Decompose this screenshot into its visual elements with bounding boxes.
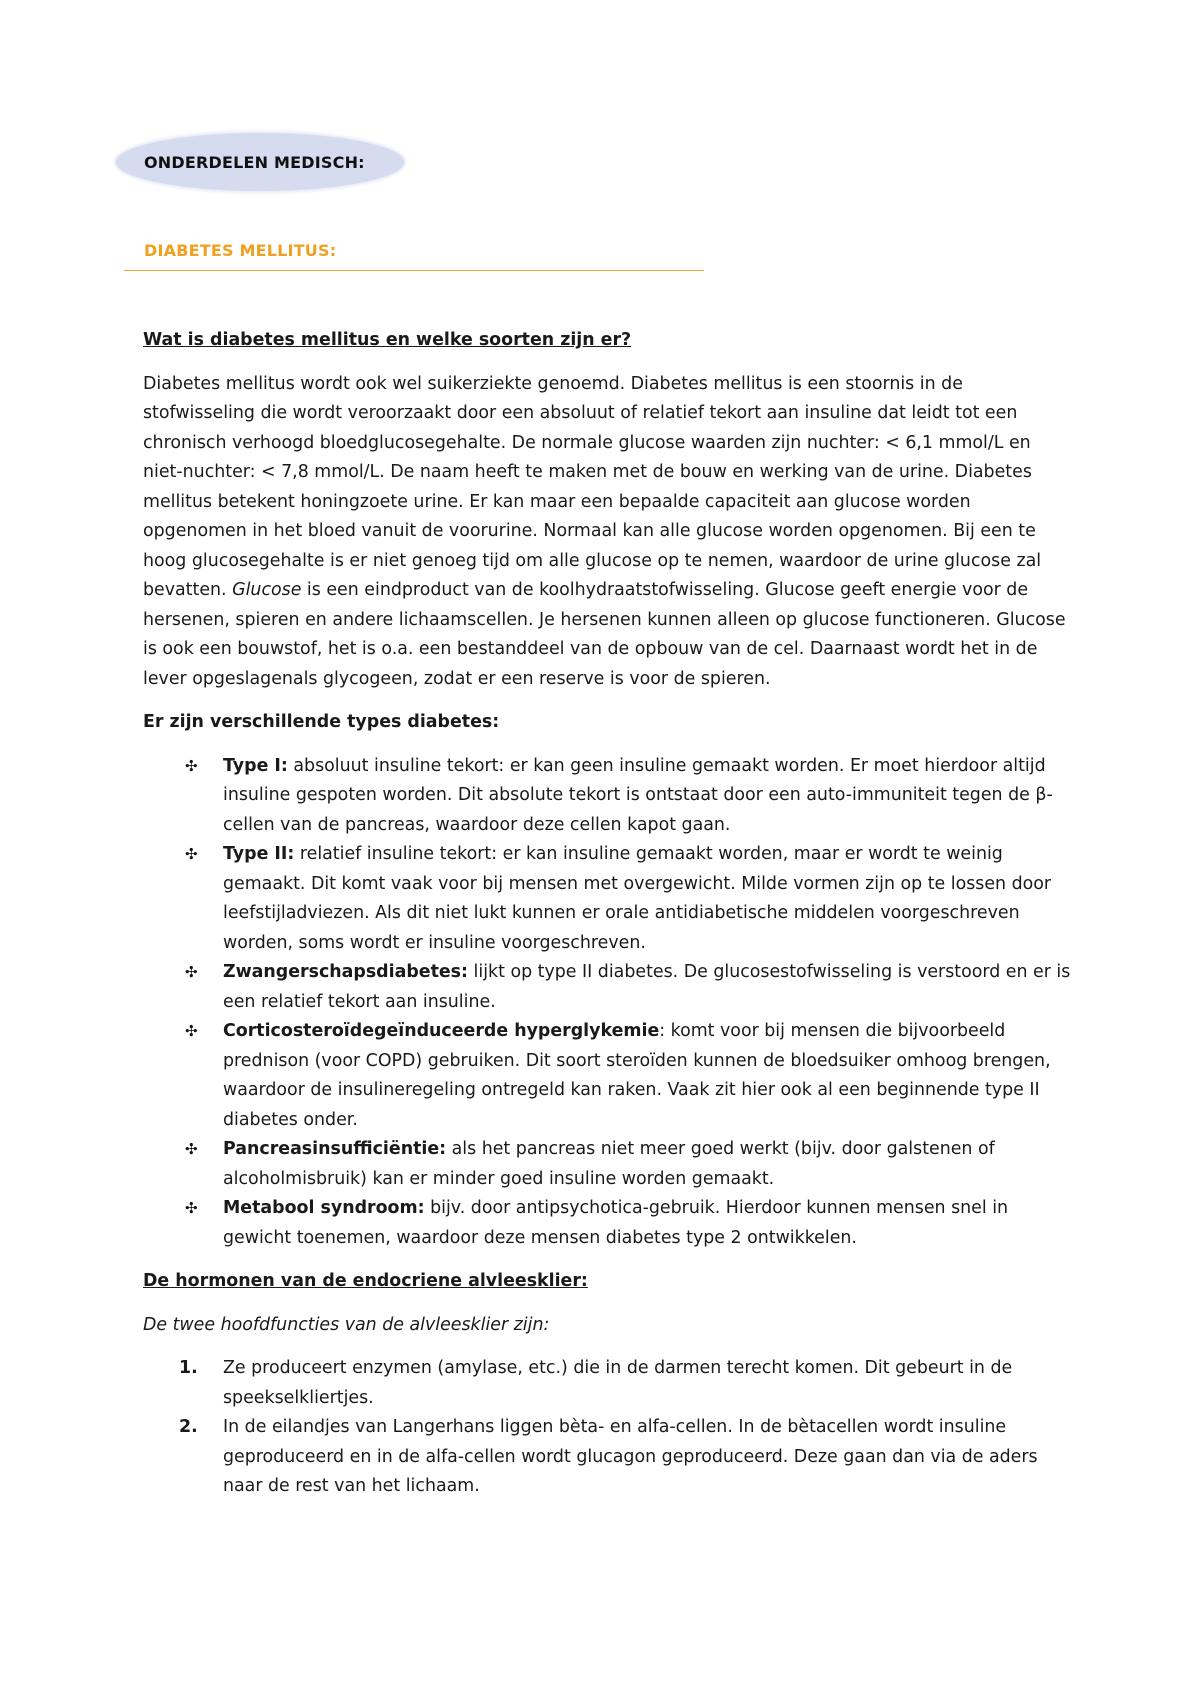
intro-text-part1: Diabetes mellitus wordt ook wel suikerziekte genoemd. Diabetes mellitus is een stoornis in de stofwisseling die wordt veroorzaakt door een absoluut of relatief tekort aan insuline dat leidt tot een chronisch verhoogd bloedglucosegehalte. De normale glucose waarden zijn nuchter: < 6,1 mmol/L en niet-nuchter: < 7,8 mmol/L. De naam heeft te maken met de bouw en werking van de urine. Diabetes mellitus betekent honingzoete urine. Er kan maar een bepaalde capaciteit aan glucose worden opgenomen in het bloed vanuit de voorurine. Normaal kan alle glucose worden opgenomen. Bij een te hoog glucosegehalte is er niet genoeg tijd om alle glucose op te nemen, waardoor de urine glucose zal bevatten. — [143, 373, 1042, 600]
list-item-text: bijv. door antipsychotica-gebruik. Hierdoor kunnen mensen snel in gewicht toenemen, waardoor deze mensen diabetes type 2 ontwikkelen. — [223, 1198, 1009, 1248]
hormones-heading: De hormonen van de endocriene alvleesklier: — [143, 1271, 588, 1291]
list-item-text: In de eilandjes van Langerhans liggen bèta- en alfa-cellen. In de bètacellen wordt insuline geproduceerd en in de alfa-cellen wordt glucagon geproduceerd. Deze gaan dan via de aders naar de rest van het lichaam. — [223, 1417, 1038, 1496]
list-item-term: Corticosteroïdegeïnduceerde hyperglykemie — [223, 1021, 660, 1041]
document-body — [143, 326, 1073, 1502]
list-item-text: Ze produceert enzymen (amylase, etc.) die in de darmen terecht komen. Dit gebeurt in de speekselkliertjes. — [223, 1358, 1013, 1408]
intro-paragraph — [143, 370, 1073, 695]
list-item-text: als het pancreas niet meer goed werkt (bijv. door galstenen of alcoholmisbruik) kan er minder goed insuline worden gemaakt. — [223, 1139, 995, 1189]
list-item-term: Type I: — [223, 755, 288, 776]
list-number: 2. — [179, 1417, 198, 1437]
list-item — [143, 840, 1073, 958]
list-item — [143, 1017, 1073, 1135]
list-item-term: Type II: — [223, 844, 295, 864]
types-heading: Er zijn verschillende types diabetes: — [143, 712, 500, 732]
hormones-intro: De twee hoofdfuncties van de alvleesklier zijn: — [143, 1314, 550, 1335]
functions-list — [143, 1354, 1073, 1502]
diamond-bullet-icon: ✣ — [185, 845, 198, 863]
section-label-pill — [116, 133, 404, 191]
list-item-term: Zwangerschapsdiabetes: — [223, 962, 468, 982]
list-item — [143, 752, 1073, 841]
list-item-text: relatief insuline tekort: er kan insuline gemaakt worden, maar er wordt te weinig gemaakt. Dit komt vaak voor bij mensen met overgewicht. Milde vormen zijn op te lossen door leefstijladviezen. Als dit niet lukt kunnen er orale antidiabetische middelen voorgeschreven worden, soms wordt er insuline voorgeschreven. — [223, 844, 1052, 953]
section-label: ONDERDELEN MEDISCH: — [144, 152, 365, 172]
list-item-text: : komt voor bij mensen die bijvoorbeeld prednison (voor COPD) gebruiken. Dit soort steroïden kunnen de bloedsuiker omhoog brengen, waardoor de insulineregeling ontregeld kan raken. Vaak zit hier ook al een beginnende type II diabetes onder. — [223, 1021, 1051, 1130]
list-item-text: lijkt op type II diabetes. De glucosestofwisseling is verstoord en er is een relatief tekort aan insuline. — [223, 962, 1071, 1012]
question-heading: Wat is diabetes mellitus en welke soorten zijn er? — [143, 330, 632, 350]
types-list — [143, 752, 1073, 1254]
list-item — [143, 1413, 1073, 1502]
list-item — [143, 1354, 1073, 1413]
diamond-bullet-icon: ✣ — [185, 1140, 198, 1158]
diamond-bullet-icon: ✣ — [185, 756, 198, 775]
diamond-bullet-icon: ✣ — [185, 963, 198, 981]
list-item-text: absoluut insuline tekort: er kan geen insuline gemaakt worden. Er moet hierdoor altijd insuline gespoten worden. Dit absolute tekort is ontstaat door een auto-immuniteit tegen de β-cellen van de pancreas, waardoor deze cellen kapot gaan. — [223, 755, 1053, 835]
diamond-bullet-icon: ✣ — [185, 1199, 198, 1217]
list-item-term: Metabool syndroom: — [223, 1198, 425, 1218]
glucose-italic: Glucose — [232, 580, 302, 600]
list-item — [143, 958, 1073, 1017]
subject-underline — [124, 270, 704, 271]
intro-text-part2: is een eindproduct van de koolhydraatstofwisseling. Glucose geeft energie voor de hersenen, spieren en andere lichaamscellen. Je hersenen kunnen alleen op glucose functioneren. Glucose is ook een bouwstof, het is o.a. een bestanddeel van de opbouw van de cel. Daarnaast wordt het in de lever opgeslagenals glycogeen, zodat er een reserve is voor de spieren. — [143, 580, 1066, 689]
diamond-bullet-icon: ✣ — [185, 1022, 198, 1040]
list-item — [143, 1135, 1073, 1194]
list-item — [143, 1194, 1073, 1253]
list-item-term: Pancreasinsufficiëntie: — [223, 1139, 447, 1159]
list-number: 1. — [179, 1358, 198, 1378]
subject-title: DIABETES MELLITUS: — [144, 241, 337, 260]
